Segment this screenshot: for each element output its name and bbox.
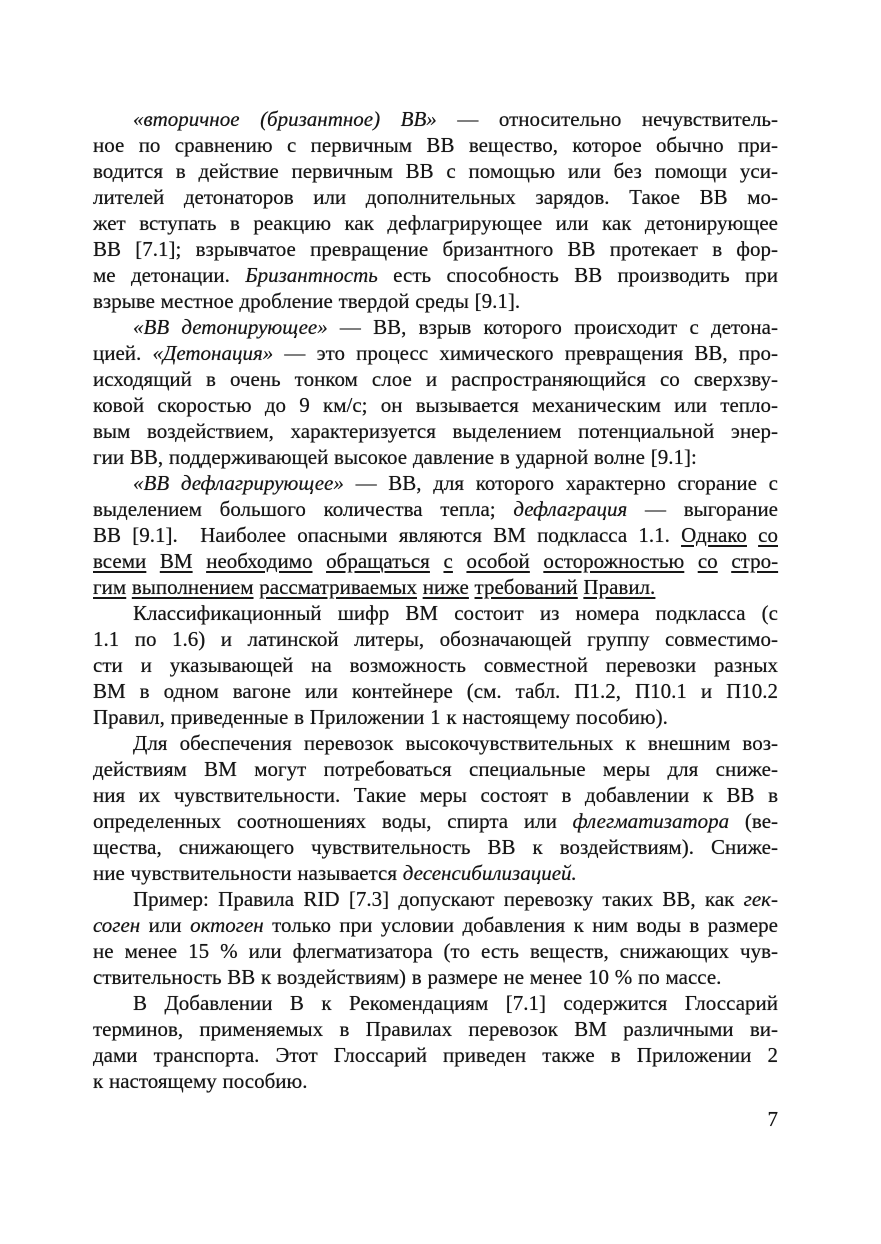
body-text: ВВ [9.1]. Наиболее опасными являются ВМ подкласса 1.1.: [93, 523, 682, 547]
underlined-text: с: [443, 549, 453, 573]
text-line: [93, 964, 778, 990]
body-text: Классификационный шифр ВМ состоит из номера подкласса (с: [133, 601, 778, 625]
underlined-text: необходимо: [206, 549, 313, 573]
underlined-text: Однако: [681, 523, 747, 547]
text-line: [93, 548, 778, 574]
underlined-text: обращаться: [326, 549, 430, 573]
body-text: гии ВВ, поддерживающей высокое давление в ударной волне [9.1]:: [93, 445, 697, 469]
body-text: — ВВ, взрыв которого происходит с детона-: [327, 315, 778, 339]
text-line: [93, 340, 778, 366]
body-text: действиям ВМ могут потребоваться специальные меры для сниже-: [93, 757, 778, 781]
text-line: [93, 678, 778, 704]
text-line: [93, 886, 778, 912]
body-text: 1.1 по 1.6) и латинской литеры, обозначающей группу совместимо-: [93, 627, 778, 651]
underlined-text: ВМ: [159, 549, 193, 573]
body-text: Пример: Правила RID [7.3] допускают перевозку таких ВВ, как: [133, 887, 744, 911]
text-line: [93, 288, 778, 314]
body-text: Правил, приведенные в Приложении 1 к настоящему пособию).: [93, 705, 668, 729]
text-line: [93, 574, 778, 600]
body-text: — относительно нечувствитель-: [436, 107, 778, 131]
text-line: [93, 1042, 778, 1068]
body-text: сти и указывающей на возможность совместной перевозки разных: [93, 653, 778, 677]
underlined-text: рассматриваемых: [259, 575, 418, 599]
underlined-text: осторожностью: [543, 549, 685, 573]
body-text: щества, снижающего чувствительность ВВ к воздействиям). Сниже-: [93, 835, 778, 859]
text-line: [93, 522, 778, 548]
underlined-text: ниже: [422, 575, 469, 599]
text-line: [93, 1016, 778, 1042]
text-line: [93, 132, 778, 158]
text-line: [93, 860, 778, 886]
text-line: [93, 470, 778, 496]
underlined-text: особой: [466, 549, 530, 573]
body-text: ствительность ВВ к воздействиям) в размере не менее 10 % по массе.: [93, 965, 722, 989]
text-line: [93, 990, 778, 1016]
text-line: [93, 262, 778, 288]
text-line: [93, 366, 778, 392]
text-line: [93, 756, 778, 782]
italic-term: «вторичное (бризантное) ВВ»: [133, 107, 437, 131]
underlined-text: Правил.: [583, 575, 656, 599]
italic-term: октоген: [190, 913, 264, 937]
text-line: [93, 392, 778, 418]
body-text: В Добавлении В к Рекомендациям [7.1] содержится Глоссарий: [133, 991, 778, 1015]
body-text: не менее 15 % или флегматизатора (то есть веществ, снижающих чув-: [93, 939, 778, 963]
text-line: [93, 704, 778, 730]
body-text: — выгорание: [627, 497, 779, 521]
italic-term: соген: [93, 913, 141, 937]
text-line: [93, 210, 778, 236]
paragraph: [93, 600, 778, 730]
text-line: [93, 184, 778, 210]
text-line: [93, 808, 778, 834]
body-text: жет вступать в реакцию как дефлагрирующее или как детонирующее: [93, 211, 778, 235]
text-line: [93, 730, 778, 756]
body-text: или: [140, 913, 191, 937]
body-text: цией.: [93, 341, 153, 365]
body-text: только при условии добавления к ним воды в размере: [263, 913, 778, 937]
underlined-text: со: [758, 523, 778, 547]
body-text: ме детонации.: [93, 263, 246, 287]
italic-term: десенсибилизацией.: [402, 861, 577, 885]
body-text: — ВВ, для которого характерно сгорание с: [343, 471, 778, 495]
italic-term: флегматизатора: [572, 809, 730, 833]
body-text: — это процесс химического превращения ВВ, про-: [273, 341, 778, 365]
body-text: к настоящему пособию.: [93, 1069, 308, 1093]
italic-term: «ВВ детонирующее»: [133, 315, 328, 339]
underlined-text: со: [697, 549, 718, 573]
underlined-text: стро-: [731, 549, 779, 573]
paragraph: [93, 990, 778, 1094]
underlined-text: выполнением: [131, 575, 254, 599]
italic-term: гек-: [743, 887, 778, 911]
underlined-text: всеми: [93, 549, 147, 573]
text-line: [93, 314, 778, 340]
text-line: [93, 418, 778, 444]
text-line: [93, 496, 778, 522]
body-text: терминов, применяемых в Правилах перевозок ВМ различными ви-: [93, 1017, 778, 1041]
body-text: лителей детонаторов или дополнительных зарядов. Такое ВВ мо-: [93, 185, 778, 209]
body-text: водится в действие первичным ВВ с помощью или без помощи уси-: [93, 159, 778, 183]
body-text: определенных соотношениях воды, спирта или: [93, 809, 573, 833]
body-text: Для обеспечения перевозок высокочувствительных к внешним воз-: [133, 731, 778, 755]
text-line: [93, 834, 778, 860]
text-line: [93, 652, 778, 678]
text-line: [93, 912, 778, 938]
body-text: вым воздействием, характеризуется выделением потенциальной энер-: [93, 419, 778, 443]
page-number: 7: [767, 1107, 778, 1131]
italic-term: дефлаграция: [513, 497, 628, 521]
paragraph: [93, 886, 778, 990]
paragraph: [93, 314, 778, 470]
text-line: [93, 106, 778, 132]
text-line: [93, 444, 778, 470]
text-line: [93, 626, 778, 652]
body-text: выделением большого количества тепла;: [93, 497, 514, 521]
body-text: (ве-: [729, 809, 779, 833]
italic-term: «Детонация»: [152, 341, 274, 365]
paragraph: [93, 106, 778, 314]
body-text: ВМ в одном вагоне или контейнере (см. табл. П1.2, П10.1 и П10.2: [93, 679, 778, 703]
paragraph: [93, 730, 778, 886]
paragraph: [93, 470, 778, 600]
underlined-text: гим: [93, 575, 127, 599]
text-line: [93, 236, 778, 262]
text-line: [93, 1068, 778, 1094]
text-line: [93, 600, 778, 626]
body-text: ния их чувствительности. Такие меры состоят в добавлении к ВВ в: [93, 783, 778, 807]
body-text: есть способность ВВ производить при: [377, 263, 778, 287]
italic-term: Бризантность: [245, 263, 378, 287]
body-text: взрыве местное дробление твердой среды [9.1].: [93, 289, 521, 313]
body-text: ковой скоростью до 9 км/с; он вызывается механическим или тепло-: [93, 393, 778, 417]
text-line: [93, 158, 778, 184]
body-text: ное по сравнению с первичным ВВ вещество, которое обычно при-: [93, 133, 778, 157]
text-line: [93, 938, 778, 964]
text-block: [93, 106, 778, 1094]
italic-term: «ВВ дефлагрирующее»: [133, 471, 344, 495]
body-text: ВВ [7.1]; взрывчатое превращение бризантного ВВ протекает в фор-: [93, 237, 778, 261]
body-text: ние чувствительности называется: [93, 861, 403, 885]
underlined-text: требований: [474, 575, 578, 599]
text-line: [93, 782, 778, 808]
body-text: дами транспорта. Этот Глоссарий приведен также в Приложении 2: [93, 1043, 778, 1067]
body-text: исходящий в очень тонком слое и распространяющийся со сверхзву-: [93, 367, 778, 391]
